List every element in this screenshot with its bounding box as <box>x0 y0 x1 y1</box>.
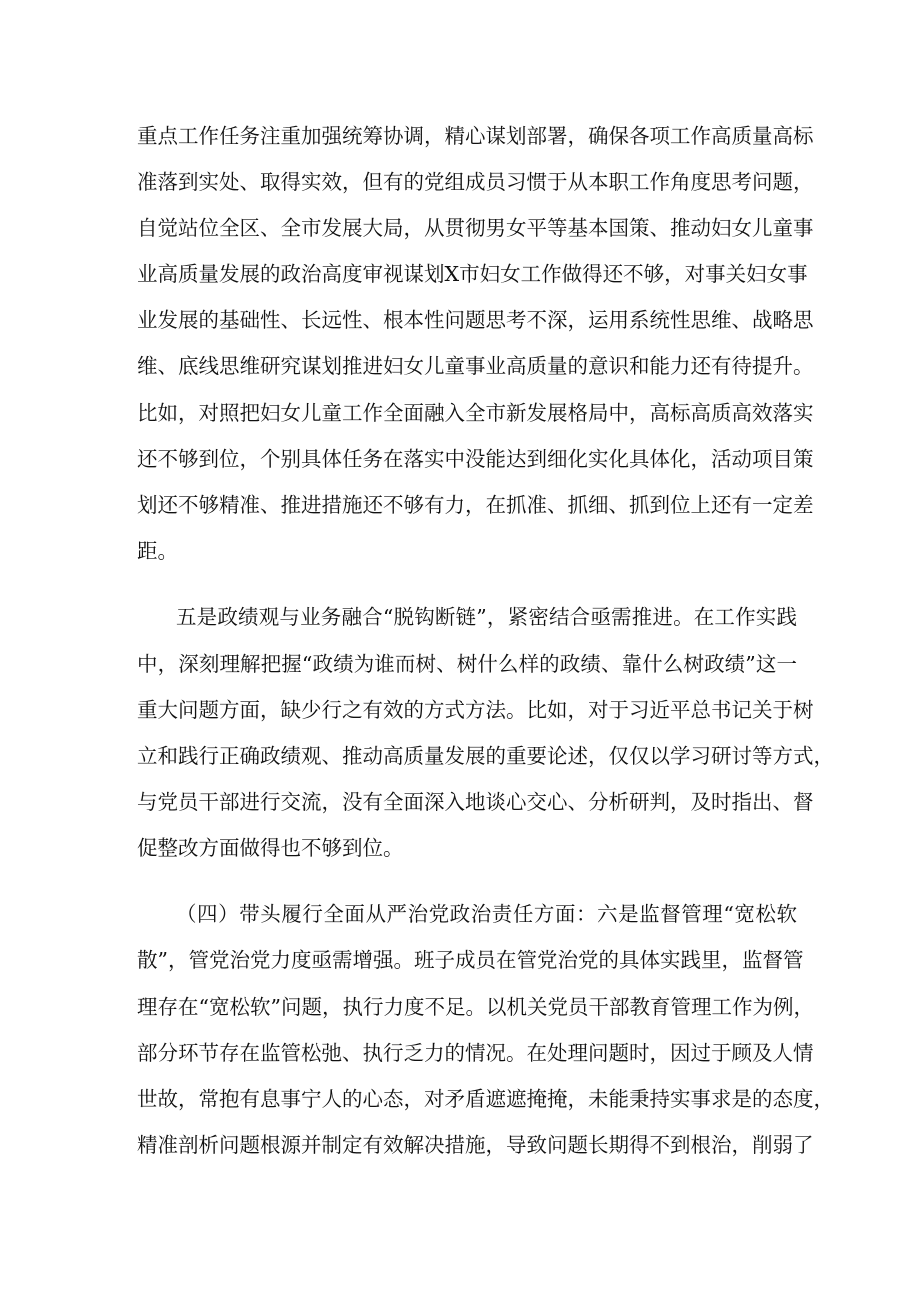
text-line: （四）带头履行全面从严治党政治责任方面：六是监督管理“宽松软 <box>176 902 797 926</box>
text-line: 与党员干部进行交流，没有全面深入地谈心交心、分析研判，及时指出、督 <box>137 790 814 814</box>
text-line: 世故，常抱有息事宁人的心态，对矛盾遮遮掩掩，未能秉持实事求是的态度， <box>137 1087 834 1111</box>
text-line: 比如，对照把妇女儿童工作全面融入全市新发展格局中，高标高质高效落实 <box>137 401 814 425</box>
text-line: 距。 <box>137 539 178 563</box>
text-line: 重点工作任务注重加强统筹协调，精心谋划部署，确保各项工作高质量高标 <box>137 124 814 148</box>
text-line: 自觉站位全区、全市发展大局，从贯彻男女平等基本国策、推动妇女儿童事 <box>137 216 814 240</box>
text-line: 准落到实处、取得实效，但有的党组成员习惯于从本职工作角度思考问题， <box>137 170 814 194</box>
text-line: 部分环节存在监管松弛、执行乏力的情况。在处理问题时，因过于顾及人情 <box>137 1041 814 1065</box>
text-line: 业高质量发展的政治高度审视谋划X市妇女工作做得还不够，对事关妇女事 <box>137 262 808 286</box>
text-line: 划还不够精准、推进措施还不够有力，在抓准、抓细、抓到位上还有一定差 <box>137 493 814 517</box>
text-line: 散”，管党治党力度亟需增强。班子成员在管党治党的具体实践里，监督管 <box>137 948 804 972</box>
text-line: 重大问题方面，缺少行之有效的方式方法。比如，对于习近平总书记关于树 <box>137 698 814 722</box>
text-line: 立和践行正确政绩观、推动高质量发展的重要论述，仅仅以学习研讨等方式， <box>137 744 834 768</box>
text-line: 维、底线思维研究谋划推进妇女儿童事业高质量的意识和能力还有待提升。 <box>137 354 814 378</box>
text-line: 促整改方面做得也不够到位。 <box>137 836 404 860</box>
text-line: 理存在“宽松软”问题，执行力度不足。以机关党员干部教育管理工作为例， <box>137 995 814 1019</box>
text-line: 业发展的基础性、长远性、根本性问题思考不深，运用系统性思维、战略思 <box>137 308 814 332</box>
text-line: 中，深刻理解把握“政绩为谁而树、树什么样的政绩、靠什么树政绩”这一 <box>137 652 797 676</box>
text-line: 还不够到位，个别具体任务在落实中没能达到细化实化具体化，活动项目策 <box>137 447 814 471</box>
text-line: 五是政绩观与业务融合“脱钩断链”，紧密结合亟需推进。在工作实践 <box>176 605 797 629</box>
text-line: 精准剖析问题根源并制定有效解决措施，导致问题长期得不到根治，削弱了 <box>137 1133 814 1157</box>
